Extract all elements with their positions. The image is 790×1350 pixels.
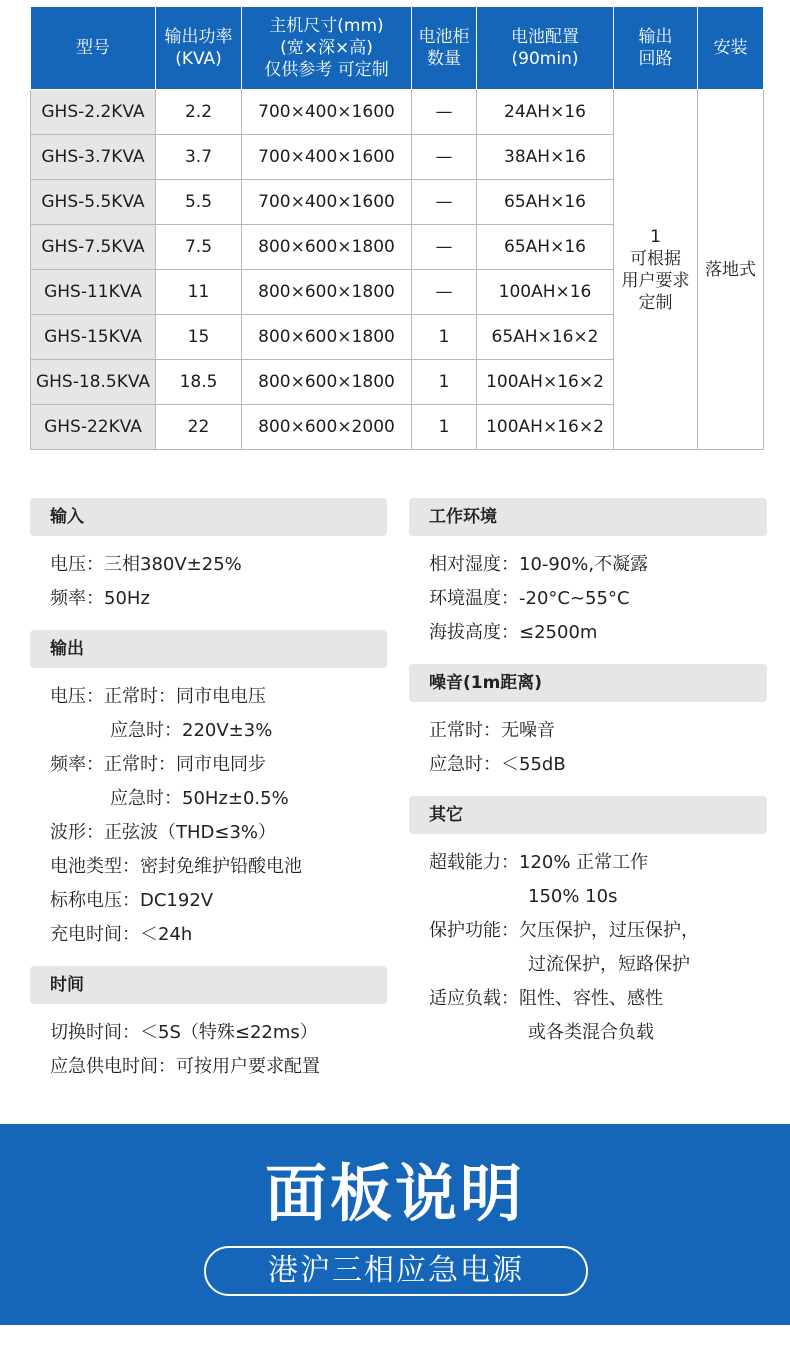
- banner-subtitle-pill: 港沪三相应急电源: [204, 1246, 588, 1296]
- spec-line-overload-2: 150% 10s: [528, 886, 618, 907]
- specs-left-column: [30, 498, 387, 1098]
- cell-battery: 65AH×16: [477, 225, 614, 270]
- spec-line-waveform: 波形：正弦波（THD≤3%）: [50, 822, 277, 843]
- spec-value: 正常时：同市电电压: [104, 686, 266, 707]
- spec-line-charge-time: 充电时间：＜24h: [50, 924, 193, 945]
- spec-line-load-2: 或各类混合负载: [528, 1022, 654, 1043]
- spec-line-nominal-voltage: 标称电压：DC192V: [50, 890, 214, 911]
- section-header-input: 输入: [30, 498, 387, 536]
- header-model: 型号: [31, 7, 156, 90]
- spec-key: 保护功能：: [429, 920, 519, 941]
- spec-line-noise-emergency: 应急时：＜55dB: [429, 754, 566, 775]
- cell-cabinets: —: [412, 270, 477, 315]
- cell-battery: 100AH×16: [477, 270, 614, 315]
- spec-line-humidity: 相对湿度：10-90%,不凝露: [429, 554, 649, 575]
- spec-table: [30, 6, 764, 450]
- spec-line-input-voltage: [50, 548, 387, 582]
- spec-value: 三相380V±25%: [104, 554, 242, 575]
- cell-cabinets: —: [412, 135, 477, 180]
- section-header-output: 输出: [30, 630, 387, 668]
- spec-key: 电压：: [50, 554, 104, 575]
- spec-value: 50Hz: [104, 588, 150, 609]
- section-output: [30, 668, 387, 966]
- section-header-environment: 工作环境: [409, 498, 767, 536]
- cell-cabinets: —: [412, 90, 477, 135]
- section-noise: [409, 702, 767, 796]
- spec-line-protection-2: 过流保护，短路保护: [528, 954, 690, 975]
- cell-model: GHS-2.2KVA: [31, 90, 156, 135]
- cell-model: GHS-11KVA: [31, 270, 156, 315]
- cell-size: 800×600×1800: [242, 225, 412, 270]
- cell-output-circuit: 1 可根据 用户要求 定制: [614, 90, 698, 450]
- cell-cabinets: 1: [412, 315, 477, 360]
- cell-size: 800×600×2000: [242, 405, 412, 450]
- cell-model: GHS-5.5KVA: [31, 180, 156, 225]
- cell-size: 800×600×1800: [242, 315, 412, 360]
- spec-line-load: [429, 982, 767, 1016]
- cell-cabinets: 1: [412, 360, 477, 405]
- cell-model: GHS-3.7KVA: [31, 135, 156, 180]
- cell-battery: 38AH×16: [477, 135, 614, 180]
- spec-line-noise-normal: 正常时：无噪音: [429, 720, 555, 741]
- bottom-strip: [0, 1325, 790, 1350]
- cell-power: 2.2: [156, 90, 242, 135]
- cell-model: GHS-18.5KVA: [31, 360, 156, 405]
- section-input: [30, 536, 387, 630]
- cell-battery: 100AH×16×2: [477, 360, 614, 405]
- section-header-time: 时间: [30, 966, 387, 1004]
- cell-install: 落地式: [698, 90, 764, 450]
- cell-battery: 100AH×16×2: [477, 405, 614, 450]
- spec-line-battery-type: 电池类型：密封免维护铅酸电池: [50, 856, 302, 877]
- cell-model: GHS-22KVA: [31, 405, 156, 450]
- spec-value: 阻性、容性、感性: [519, 988, 663, 1009]
- cell-size: 700×400×1600: [242, 180, 412, 225]
- cell-size: 800×600×1800: [242, 360, 412, 405]
- cell-power: 3.7: [156, 135, 242, 180]
- cell-battery: 65AH×16: [477, 180, 614, 225]
- spec-key: 电压：: [50, 686, 104, 707]
- cell-battery: 65AH×16×2: [477, 315, 614, 360]
- spec-value: 欠压保护，过压保护，: [519, 920, 699, 941]
- spec-line-input-frequency: [50, 582, 387, 616]
- cell-size: 700×400×1600: [242, 90, 412, 135]
- cell-battery: 24AH×16: [477, 90, 614, 135]
- header-cabinets: 电池柜 数量: [412, 7, 477, 90]
- header-battery: 电池配置 (90min): [477, 7, 614, 90]
- spec-line-output-frequency: [50, 748, 387, 782]
- spec-key: 频率：: [50, 754, 104, 775]
- panel-banner: [0, 1124, 790, 1325]
- cell-power: 5.5: [156, 180, 242, 225]
- spec-key: 超载能力：: [429, 852, 519, 873]
- spec-value: 正常时：同市电同步: [104, 754, 266, 775]
- cell-power: 7.5: [156, 225, 242, 270]
- table-header-row: [31, 7, 764, 90]
- spec-line-output-frequency-emergency: 应急时：50Hz±0.5%: [110, 788, 289, 809]
- cell-cabinets: —: [412, 180, 477, 225]
- table-row: [31, 90, 764, 135]
- spec-line-output-voltage-emergency: 应急时：220V±3%: [110, 720, 273, 741]
- cell-size: 700×400×1600: [242, 135, 412, 180]
- spec-line-altitude: 海拔高度：≤2500m: [429, 622, 598, 643]
- cell-model: GHS-7.5KVA: [31, 225, 156, 270]
- header-power: 输出功率 (KVA): [156, 7, 242, 90]
- specs-right-column: [409, 498, 767, 1064]
- cell-model: GHS-15KVA: [31, 315, 156, 360]
- spec-key: 适应负载：: [429, 988, 519, 1009]
- cell-cabinets: 1: [412, 405, 477, 450]
- spec-line-protection: [429, 914, 767, 948]
- section-header-noise: 噪音(1m距离): [409, 664, 767, 702]
- cell-power: 18.5: [156, 360, 242, 405]
- section-other: [409, 834, 767, 1064]
- spec-line-overload: [429, 846, 767, 880]
- cell-power: 22: [156, 405, 242, 450]
- spec-line-supply-time: 应急供电时间：可按用户要求配置: [50, 1056, 320, 1077]
- cell-cabinets: —: [412, 225, 477, 270]
- spec-key: 频率：: [50, 588, 104, 609]
- cell-power: 11: [156, 270, 242, 315]
- header-output-circuit: 输出 回路: [614, 7, 698, 90]
- header-size: 主机尺寸(mm) (宽×深×高) 仅供参考 可定制: [242, 7, 412, 90]
- cell-power: 15: [156, 315, 242, 360]
- section-time: [30, 1004, 387, 1098]
- spec-line-switch-time: 切换时间：＜5S（特殊≤22ms）: [50, 1022, 318, 1043]
- banner-title: 面板说明: [264, 1157, 525, 1230]
- section-header-other: 其它: [409, 796, 767, 834]
- cell-size: 800×600×1800: [242, 270, 412, 315]
- section-environment: [409, 536, 767, 664]
- spec-value: 120% 正常工作: [519, 852, 649, 873]
- header-install: 安装: [698, 7, 764, 90]
- spec-line-temperature: 环境温度：-20°C~55°C: [429, 588, 630, 609]
- spec-line-output-voltage: [50, 680, 387, 714]
